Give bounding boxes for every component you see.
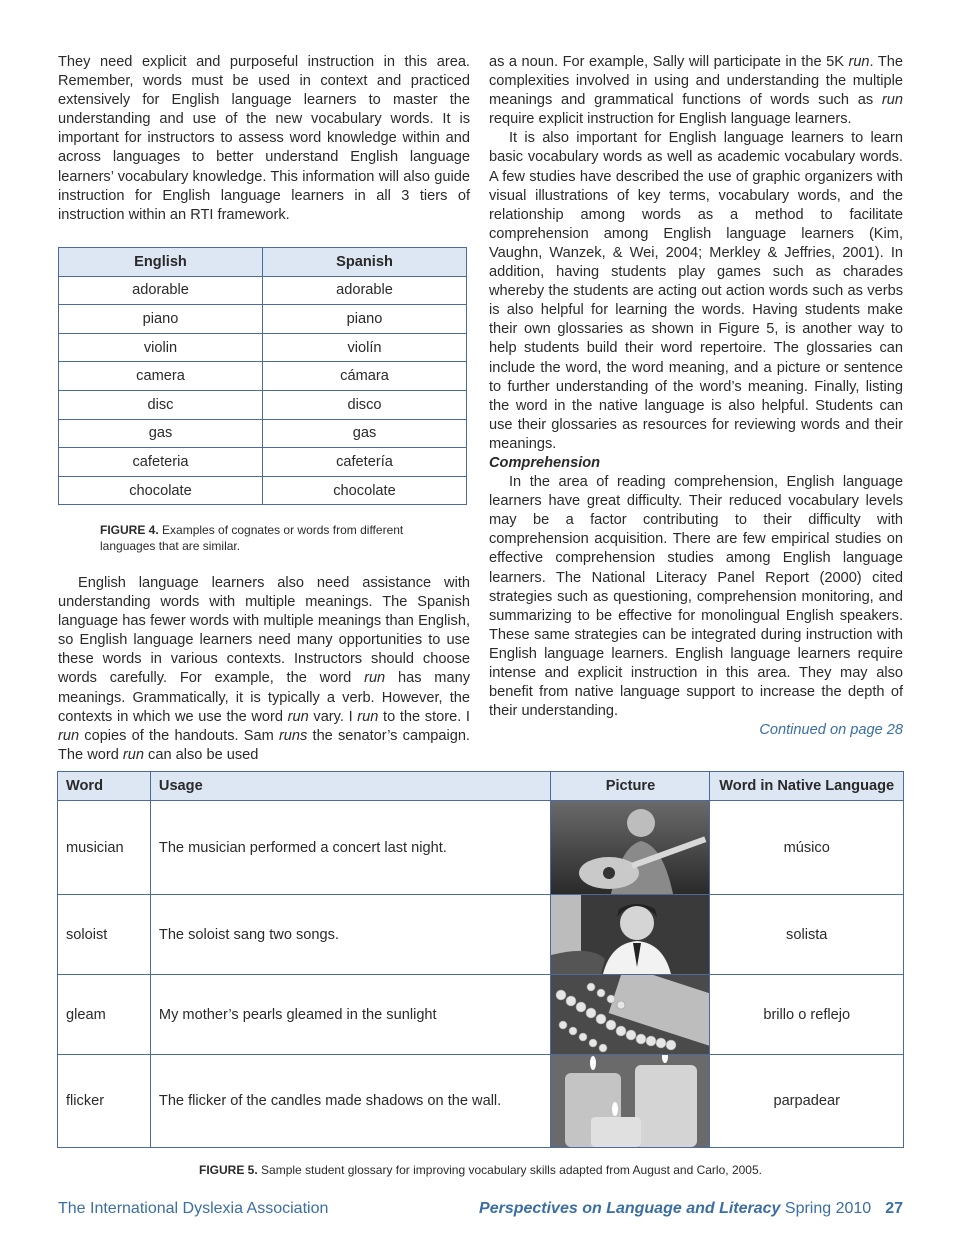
english-word: camera — [59, 362, 263, 391]
spanish-word: cámara — [263, 362, 467, 391]
candles-photo — [551, 1055, 710, 1148]
journal-title: Perspectives on Language and Literacy — [479, 1200, 781, 1217]
header-native: Word in Native Language — [710, 772, 904, 801]
table-row — [59, 476, 467, 505]
right-column — [489, 53, 903, 740]
right-paragraph-3: In the area of reading comprehension, English language learners have great difficulty. Their reduced vocabulary levels may be a factor contributing to their difficulty with comprehension acquisition. There are few empirical studies on effective comprehension studies among English language learners. The National Literacy Panel Report (2000) cited strategies such as questioning, comprehension monitoring, and summarizing to be effective for monolingual English speakers. These same strategies can be integrated during instruction with English language learners. English language learners require intense and explicit instruction in this area. They may also benefit from native language support to increase the depth of their understanding. — [489, 474, 903, 720]
emphasized-word: run — [287, 708, 309, 725]
table-row — [59, 448, 467, 477]
table-row — [58, 1055, 904, 1148]
pearls-photo — [551, 975, 710, 1055]
table-row — [59, 362, 467, 391]
glossary-usage: The soloist sang two songs. — [150, 895, 551, 975]
glossary-table — [57, 771, 904, 1148]
figure-5-label: FIGURE 5. — [199, 1163, 258, 1177]
english-word: violin — [59, 333, 263, 362]
glossary-native-word: solista — [710, 895, 904, 975]
english-word: adorable — [59, 276, 263, 305]
right-paragraph-2: It is also important for English language learners to learn basic vocabulary words as well as academic vocabulary words. A few studies have described the use of graphic organizers with visual illustrations of key terms, vocabulary words, and the relationship among words as a method to facilitate comprehension among English language learners (Kim, Vaughn, Wanzek, & Wei, 2004; Merkley & Jeffries, 2001). In addition, having students play games such as charades whereby the students are acting out action words such as verbs is also helpful for learning the words. Having students make their own glossaries as shown in Figure 5, is another way to help students build their word repertoire. The glossaries can include the word, the word meaning, and a picture or sentence to further understanding of the word’s meaning. Finally, listing the word in the native language is also helpful. Students can use their glossaries as resources for reviewing words and their meanings. — [489, 130, 903, 452]
emphasized-word: run — [364, 670, 386, 687]
table-row — [58, 975, 904, 1055]
header-word: Word — [58, 772, 151, 801]
table-row — [58, 801, 904, 895]
table-row — [59, 276, 467, 305]
spanish-word: cafetería — [263, 448, 467, 477]
glossary-usage: The musician performed a concert last night. — [150, 801, 551, 895]
table-row — [59, 333, 467, 362]
cognates-header-row — [59, 248, 467, 277]
emphasized-word: run — [357, 708, 379, 725]
continued-link[interactable]: Continued on page 28 — [759, 722, 903, 739]
footer-organization: The International Dyslexia Association — [58, 1200, 329, 1217]
header-usage: Usage — [150, 772, 551, 801]
glossary-word: musician — [58, 801, 151, 895]
english-word: cafeteria — [59, 448, 263, 477]
right-paragraph-1: as a noun. For example, Sally will participate in the 5K run. The complexities involved in using and understanding the multiple meanings and grammatical functions of words such as run require explicit instruction for English language learners. — [489, 54, 903, 128]
english-word: chocolate — [59, 476, 263, 505]
header-english: English — [59, 248, 263, 277]
multiple-meanings-paragraph: English language learners also need assistance with understanding words with multiple meanings. The Spanish language has fewer words with multiple meanings than English, so English language learners need many opportunities to use these words in various contexts. Instructors should choose words carefully. For example, the word run has many meanings. Grammatically, it is typically a verb. However, the contexts in which we use the word run vary. I run to the store. I run copies of the handouts. Sam runs the senator’s campaign. The word run can also be used — [58, 575, 470, 763]
cognates-table — [58, 247, 467, 505]
glossary-header-row — [58, 772, 904, 801]
left-column-top — [58, 53, 470, 225]
english-word: disc — [59, 390, 263, 419]
emphasized-word: runs — [278, 727, 308, 744]
emphasized-word: run — [122, 746, 144, 763]
spanish-word: gas — [263, 419, 467, 448]
glossary-usage: The flicker of the candles made shadows on the wall. — [150, 1055, 551, 1148]
emphasized-word: run — [58, 727, 80, 744]
glossary-usage: My mother’s pearls gleamed in the sunlight — [150, 975, 551, 1055]
glossary-native-word: parpadear — [710, 1055, 904, 1148]
glossary-word: soloist — [58, 895, 151, 975]
figure-5-text: Sample student glossary for improving vocabulary skills adapted from August and Carlo, 2005. — [257, 1163, 762, 1177]
header-spanish: Spanish — [263, 248, 467, 277]
figure-5-caption — [58, 1162, 903, 1178]
figure-4-text: Examples of cognates or words from different languages that are similar. — [100, 523, 404, 553]
table-row — [59, 305, 467, 334]
emphasized-word: run — [881, 92, 903, 109]
soloist-photo — [551, 895, 710, 975]
table-row — [59, 390, 467, 419]
english-word: piano — [59, 305, 263, 334]
figure-4-label: FIGURE 4. — [100, 523, 159, 537]
journal-issue: Spring 2010 — [784, 1200, 872, 1217]
left-column-bottom — [58, 574, 470, 765]
spanish-word: violín — [263, 333, 467, 362]
glossary-word: gleam — [58, 975, 151, 1055]
header-picture: Picture — [551, 772, 710, 801]
musician-photo — [551, 801, 710, 895]
spanish-word: chocolate — [263, 476, 467, 505]
figure-4-caption — [100, 522, 460, 554]
glossary-native-word: brillo o reflejo — [710, 975, 904, 1055]
comprehension-heading: Comprehension — [489, 454, 601, 471]
english-word: gas — [59, 419, 263, 448]
glossary-native-word: músico — [710, 801, 904, 895]
left-paragraph-1: They need explicit and purposeful instruction in this area. Remember, words must be used in context and practiced extensively for English language learners to master the understanding and use of the new vocabulary words. It is important for instructors to assess word knowledge within and across languages to better understand English language learners’ vocabulary knowledge. This information will also guide instruction for English language learners in all 3 tiers of instruction within an RTI framework. — [58, 54, 470, 223]
table-row — [59, 419, 467, 448]
table-row — [58, 895, 904, 975]
spanish-word: disco — [263, 390, 467, 419]
spanish-word: piano — [263, 305, 467, 334]
glossary-word: flicker — [58, 1055, 151, 1148]
spanish-word: adorable — [263, 276, 467, 305]
emphasized-word: run — [848, 54, 870, 70]
page-number: 27 — [885, 1200, 903, 1217]
footer-journal — [479, 1200, 903, 1218]
